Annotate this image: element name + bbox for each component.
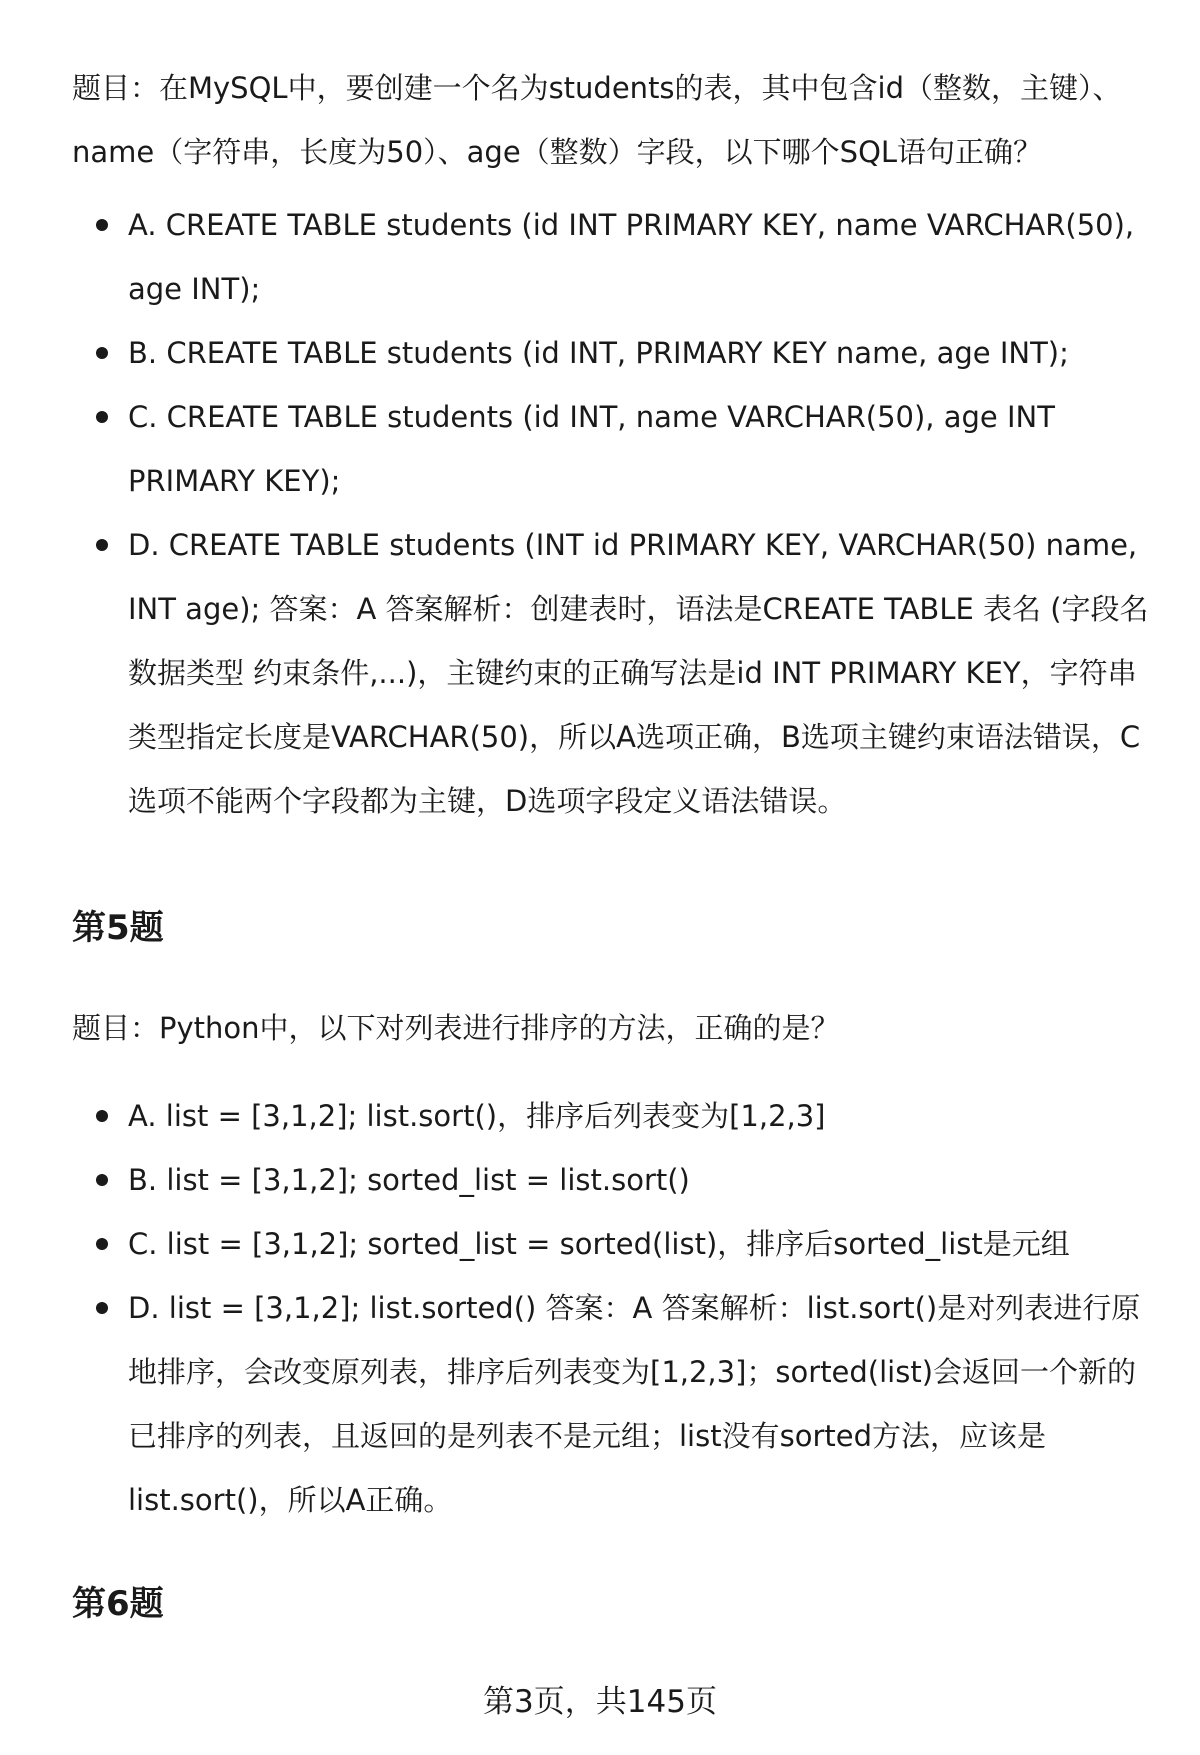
option-b: [72, 321, 1162, 385]
option-text: A. CREATE TABLE students (id INT PRIMARY KEY, name VARCHAR(50), age INT);: [128, 208, 1135, 306]
page-number-footer: 第3页，共145页: [483, 1684, 717, 1720]
option-text: A. list = [3,1,2]; list.sort()，排序后列表变为[1,2,3]: [128, 1099, 826, 1133]
question-5-options: [72, 1084, 1162, 1532]
option-a: [72, 1084, 1162, 1148]
option-text: C. list = [3,1,2]; sorted_list = sorted(list)，排序后sorted_list是元组: [128, 1227, 1070, 1261]
question-4-options: [72, 193, 1162, 833]
option-c: [72, 1212, 1162, 1276]
bullet-icon: [96, 1174, 108, 1186]
option-text: C. CREATE TABLE students (id INT, name VARCHAR(50), age INT PRIMARY KEY);: [128, 400, 1055, 498]
option-d: [72, 513, 1162, 833]
option-b: [72, 1148, 1162, 1212]
option-text: B. CREATE TABLE students (id INT, PRIMARY KEY name, age INT);: [128, 336, 1069, 370]
bullet-icon: [96, 1110, 108, 1122]
question-5-heading: 第5题: [72, 908, 164, 948]
bullet-icon: [96, 1238, 108, 1250]
bullet-icon: [96, 219, 108, 231]
question-5-text: 题目：Python中，以下对列表进行排序的方法，正确的是？: [72, 1011, 840, 1045]
option-c: [72, 385, 1162, 513]
question-4-text: 题目：在MySQL中，要创建一个名为students的表，其中包含id（整数，主键）、name（字符串，长度为50）、age（整数）字段，以下哪个SQL语句正确？: [72, 71, 1122, 169]
bullet-icon: [96, 539, 108, 551]
bullet-icon: [96, 411, 108, 423]
option-text: D. list = [3,1,2]; list.sorted() 答案：A 答案解析：list.sort()是对列表进行原地排序，会改变原列表，排序后列表变为[1,2,3]；sorted(list)会返回一个新的已排序的列表，且返回的是列表不是元组；list没有sorted方法，应该是list.sort()，所以A正确。: [128, 1291, 1141, 1517]
question-6-heading: 第6题: [72, 1584, 164, 1624]
bullet-icon: [96, 1302, 108, 1314]
option-a: [72, 193, 1162, 321]
option-text: D. CREATE TABLE students (INT id PRIMARY KEY, VARCHAR(50) name, INT age); 答案：A 答案解析：创建表时，语法是CREATE TABLE 表名 (字段名 数据类型 约束条件,...)，主键约束的正确写法是id INT PRIMARY KEY，字符串类型指定长度是VARCHAR(50)，所以A选项正确，B选项主键约束语法错误，C选项不能两个字段都为主键，D选项字段定义语法错误。: [128, 528, 1149, 818]
bullet-icon: [96, 347, 108, 359]
option-d: [72, 1276, 1162, 1532]
option-text: B. list = [3,1,2]; sorted_list = list.sort(): [128, 1163, 690, 1197]
